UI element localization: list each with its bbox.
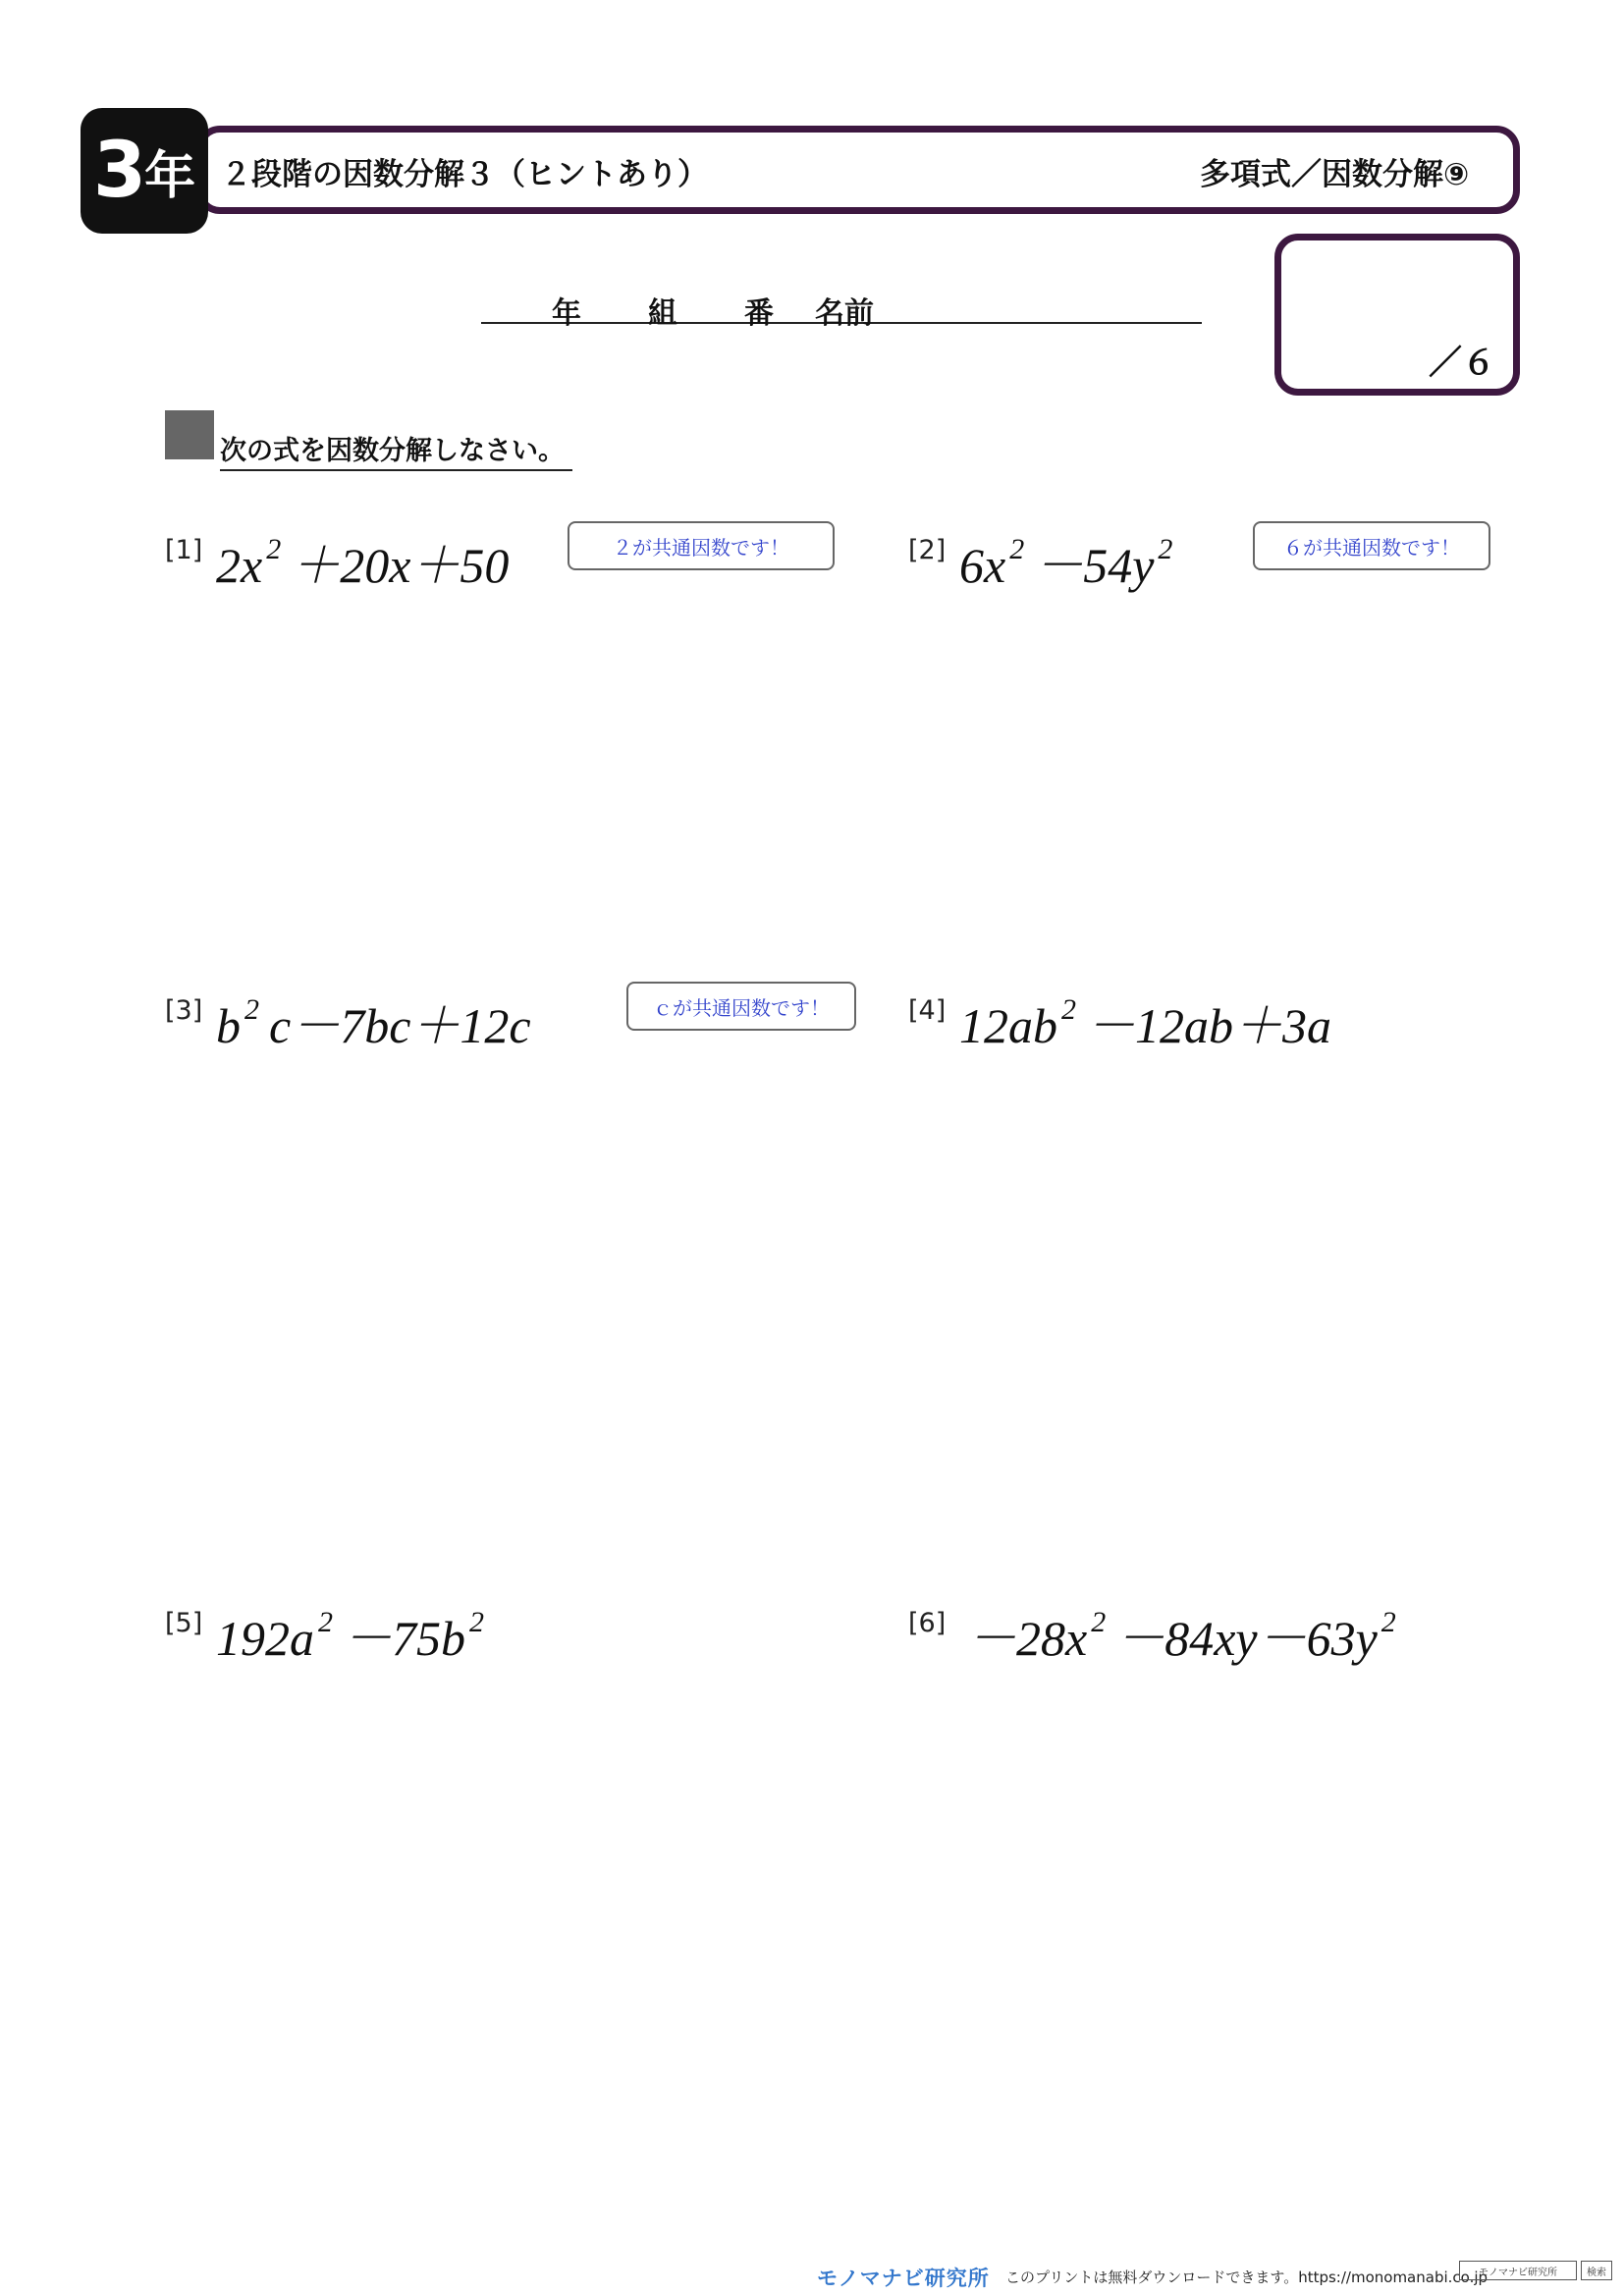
problem-5-expression: 192a $^2$ －75b $^2$ [216, 1606, 484, 1666]
problem-2-expression: 6x $^2$ －54y $^2$ [959, 533, 1173, 593]
instruction: 次の式を因数分解しなさい。 [220, 429, 572, 471]
hint-bubble-1: ２が共通因数です！ [568, 521, 835, 570]
grade-unit: 年 [144, 146, 196, 206]
instruction-marker [165, 410, 214, 459]
problem-2-number: [2] [908, 535, 947, 565]
grade-badge [81, 108, 208, 234]
name-label: 名前 [815, 296, 874, 331]
problem-5-number: [5] [165, 1608, 203, 1638]
footer-search-box[interactable]: モノマナビ研究所 [1459, 2261, 1577, 2280]
hint-bubble-2: ６が共通因数です！ [1253, 521, 1490, 570]
problem-4-expression: 12ab $^2$ －12ab＋3a [959, 993, 1331, 1053]
grade-number: 3 [92, 127, 143, 215]
problem-6-expression: －28x $^2$ －84xy－63y $^2$ [967, 1606, 1396, 1666]
footer-search-button[interactable]: 検索 [1581, 2261, 1612, 2280]
year-label: 年 [552, 296, 581, 331]
problem-3-expression: b $^2$ c－7bc＋12c [216, 993, 531, 1053]
unit-title: 多項式／因数分解⑨ [1200, 157, 1470, 192]
footer-logo: モノマナビ研究所 [817, 2267, 990, 2290]
worksheet-title: ２段階の因数分解３（ヒントあり） [221, 157, 708, 192]
problem-1-number: [1] [165, 535, 203, 565]
name-line[interactable] [481, 277, 1202, 331]
problem-1-expression: 2x $^2$ ＋20x＋50 [216, 533, 510, 593]
problem-3-number: [3] [165, 995, 203, 1026]
problem-4-number: [4] [908, 995, 947, 1026]
problem-6-number: [6] [908, 1608, 947, 1638]
score-total: ／６ [1429, 344, 1495, 383]
hint-bubble-3: ｃが共通因数です！ [626, 982, 856, 1031]
footer-text: このプリントは無料ダウンロードできます。https://monomanabi.co.jp [1005, 2269, 1489, 2286]
class-label: 組 [648, 296, 677, 331]
number-label: 番 [744, 296, 774, 331]
